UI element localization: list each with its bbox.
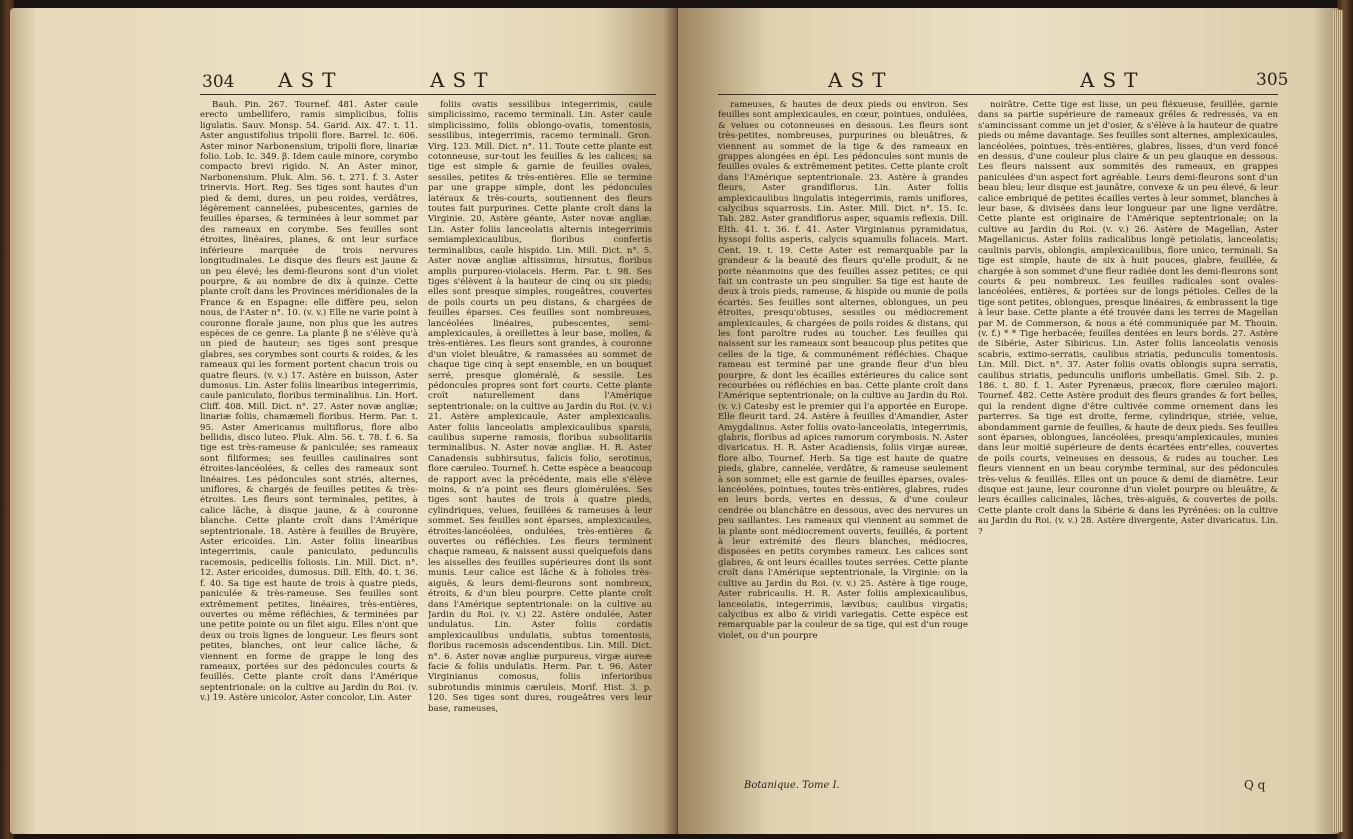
left-column-1-text: Bauh. Pin. 267. Tournef. 481. Aster caule erecto umbellifero, ramis simplicibus, foliis ligulatis. Sauv. Monsp. 54. Garid. Aix. 47. t. 11. Aster angustifolius tripolii flore. Barrel. Ic. 606. Aster minor Narbonensium, tripolii flore, linariæ folio. Lob. Ic. 349. β. Idem caule minore, corymbo compacto brevi rigido. N. An Aster minor, Narbonensium. Pluk. Alm. 56. t. 271. f. 3. Aster trinervis. Hort. Reg. Ses tiges sont hautes d'un pied & demi, dures, un peu roides, verdâtres, légèrement cannelées, pubescentes, garnies de feuilles éparses, & terminées à leur sommet par des rameaux en corymbe. Ses feuilles sont étroites, linéaires, planes, & ont leur surface inférieure marquée de trois nervures longitudinales. Le disque des fleurs est jaune & un peu élevé; les demi-fleurons sont d'un violet pourpre, & au nombre de dix à quinze. Cette plante croît dans les Provinces méridionales de la France & en Espagne: elle diffère peu, selon nous, de l'Aster n°. 10. (v. v.) Elle ne varie point à couronne florale jaune, non plus que les autres espèces de ce genre. La plante β ne s'élève qu'à un pied de hauteur; ses tiges sont presque glabres, ses corymbes sont courts & roides, & les rameaux qui les forment portent chacun trois ou quatre fleurs. (v. v.) 17. Astère en buisson, Aster dumosus. Lin. Aster foliis linearibus integerrimis, caule paniculato, floribus terminalibus. Lin. Hort. Cliff. 408. Mill. Dict. n°. 27. Aster novæ angliæ; linariæ foliis, chamæmeli floribus. Herm. Par. t. 95. Aster Americanus multiflorus, flore albo bellidis, disco luteo. Pluk. Alm. 56. t. 78. f. 6. Sa tige est très-rameuse & paniculée; ses rameaux sont filiformes; ses feuilles caulinaires sont étroites-lancéolées, & celles des rameaux sont linéaires. Les pédoncules sont striés, alternes, uniflores, & chargés de feuilles petites & très-étroites. Les fleurs sont terminales, petites, à calice lâche, à disque jaune, & à couronne blanche. Cette plante croît dans l'Amérique septentrionale. 18. Astère à feuilles de Bruyère, Aster ericoides. Lin. Aster foliis linearibus integerrimis, caule paniculato, pedunculis racemosis, pedicellis foliosis. Lin. Mill. Dict. n°. 12. Aster ericoides, dumosus. Dill. Elth. 40. t. 36. f. 40. Sa tige est haute de trois à quatre pieds, paniculée & très-rameuse. Ses feuilles sont extrêmement petites, linéaires, très-entières, ouvertes ou même réfléchies, & terminées par une petite pointe ou un filet aigu. Elles n'ont que deux ou trois lignes de longueur. Les fleurs sont petites, blanches, ont leur calice lâche, & viennent en forme de grappe le long des rameaux, portées sur des pédoncules courts & feuillés. Cette plante croît dans l'Amérique septentrionale: on la cultive au Jardin du Roi. (v. v.) 19. Astère unicolor, Aster concolor, Lin. Aster xyxy=(200,100,418,704)
left-head-rule xyxy=(200,94,656,95)
page-edges xyxy=(1333,10,1343,832)
right-column-2 xyxy=(978,100,1278,790)
right-column-2-text: noirâtre. Cette tige est lisse, un peu fléxueuse, feuillée, garnie dans sa partie supérieure de rameaux grêles & redressés, va en s'amincissant comme un jet d'osier, & s'élève à la hauteur de quatre pieds ou même davantage. Ses feuilles sont alternes, amplexicaules, lancéolées, pointues, très-entières, glabres, lisses, d'un verd foncé en dessus, d'une couleur plus claire & un peu glauque en dessous. Les fleurs naissent aux sommités des rameaux, en grappes paniculées d'un aspect fort agréable. Leurs demi-fleurons sont d'un beau bleu; leur disque est jaunâtre, convexe & un peu élevé, & leur calice embriqué de petites écailles vertes à leur sommet, blanches à leur base, & divisées dans leur longueur par une ligne verdâtre. Cette plante est originaire de l'Amérique septentrionale; on la cultive au Jardin du Roi. (v. v.) 26. Astère de Magellan, Aster Magellanicus. Aster foliis radicalibus longè petiolatis, lanceolatis; caulinis parvis, oblongis, amplexicaulibus, flore unico, terminali. Sa tige est simple, haute de six à huit pouces, glabre, feuillée, & chargée à son sommet d'une fleur radiée dont les demi-fleurons sont courts & peu nombreux. Les feuilles radicales sont ovales-lancéolées, entières, & portées sur de longs pétioles. Celles de la tige sont petites, oblongues, presque linéaires, & embrassent la tige à leur base. Cette plante a été trouvée dans les terres de Magellan par M. de Commerson, & nous a été communiquée par M. Thouin. (v. f.) * * Tige herbacée; feuilles dentées en leurs bords. 27. Astère de Sibérie, Aster Sibiricus. Lin. Aster foliis lanceolatis venosis scabris, extimo-serratis, caulibus striatis, pedunculis tomentosis. Lin. Mill. Dict. n°. 37. Aster foliis ovatis oblongis supra serratis, caulibus striatis, pedunculis unifloris umbellatis. Gmel. Sib. 2. p. 186. t. 80. f. 1. Aster Pyrenæus, præcox, flore cæruleo majori. Tournef. 482. Cette Astère produit des fleurs grandes & fort belles, qui la rendent digne d'être cultivée comme ornement dans les parterres. Sa tige est droite, ferme, cylindrique, striée, velue, abondamment garnie de feuilles, & haute de deux pieds. Ses feuilles sont éparses, oblongues, lancéolées, presqu'amplexicaules, munies dans leur moitié supérieure de dents écartées entr'elles, couvertes de poils courts, veineuses en dessous, & rudes au toucher. Les fleurs viennent en un beau corymbe terminal, sur des pédoncules très-velus & feuillés. Elles ont un pouce & demi de diamètre. Leur disque est jaune, leur couronne d'un violet pourpre ou bleuâtre, & leurs écailles calicinales, lâches, très-aiguës, & couvertes de poils. Cette plante croît dans la Sibérie & dans les Pyrénées: on la cultive au Jardin du Roi. (v. v.) 28. Astère divergente, Aster divaricatus. Lin. ? xyxy=(978,100,1278,537)
right-signature-mark: Q q xyxy=(1244,778,1266,792)
right-folio: 305 xyxy=(1256,70,1289,90)
left-running-head: AST xyxy=(278,68,344,92)
right-running-head: AST xyxy=(828,68,894,92)
left-column-1 xyxy=(200,100,418,820)
right-column-1-text: rameuses, & hautes de deux pieds ou environ. Ses feuilles sont amplexicaules, en cœur, pointues, ondulées, & velues ou cotonneuses en dessous. Les fleurs sont très-petites, nombreuses, purpurines ou bleuâtres, & viennent au sommet de la tige & des rameaux en grappes alongées en épi. Les pédoncules sont munis de feuilles ovales & extrêmement petites. Cette plante croît dans l'Amérique septentrionale. 23. Astère à grandes fleurs, Aster grandiflorus. Lin. Aster foliis amplexicaulibus lingulatis integerrimis, ramis uniflores, calycibus squarrosis. Lin. Aster. Mill. Dict. n°. 15. Ic. Tab. 282. Aster grandiflorus asper, squamis reflexis. Dill. Elth. 41. t. 36. f. 41. Aster Virginianus pyramidatus, hyssopi foliis asperis, calycis squamulis foliaceis. Mart. Cent. 19. t. 19. Cette Aster est remarquable par la grandeur & la beauté des fleurs qu'elle produit, & ne porte néanmoins que des feuilles assez petites; ce qui fait un contraste un peu singulier. Sa tige est haute de deux à trois pieds, rameuse, & hispide ou munie de poils écartés. Ses feuilles sont alternes, oblongues, un peu étroites, presqu'obtuses, sessiles ou médiocrement amplexicaules, & chargées de poils roides & distans, qui les font paroître rudes au toucher. Les feuilles qui naissent sur les rameaux sont beaucoup plus petites que celles de la tige, & communément réfléchies. Chaque rameau est terminé par une grande fleur d'un bleu pourpre, & dont les écailles extérieures du calice sont recourbées ou réfléchies en bas. Cette plante croît dans l'Amérique septentrionale; on la cultive au Jardin du Roi. (v. v.) Catesby est le premier qui l'a apportée en Europe. Elle fleurit tard. 24. Astère à feuilles d'Amandier, Aster Amygdalinus. Aster foliis ovato-lanceolatis, integerrimis, glabris, floribus ad apices ramorum corymbosis. N. Aster divaricatus. H. R. Aster Acadiensis, foliis virgæ aureæ, flore albo. Tournef. Herb. Sa tige est haute de quatre pieds, glabre, cannelée, verdâtre, & rameuse seulement à son sommet; elle est garnie de feuilles éparses, ovales-lancéolées, pointues, toutes très-entières, glabres, rudes en leurs bords, vertes en dessus, & d'une couleur cendrée ou blanchâtre en dessous, avec des nervures un peu saillantes. Les rameaux qui viennent au sommet de la plante sont médiocrement ouverts, feuillés, & portent à leur extrémité des fleurs blanches, médiocres, disposées en petits corymbes rameux. Les calices sont glabres, & ont leurs écailles toutes serrées. Cette plante croît dans l'Amérique septentrionale, la Virginie: on la cultive au Jardin du Roi. (v. v.) 25. Astère à tige rouge, Aster rubricaulis. H. R. Aster foliis amplexicaulibus, lanceolatis, integerrimis, lævibus; caulibus virgatis; calycibus ex albo & viridi variegatis. Cette espèce est remarquable par la couleur de sa tige, qui est d'un rouge violet, ou d'un pourpre xyxy=(718,100,968,641)
right-running-head-2: AST xyxy=(1080,68,1146,92)
right-footer: Botanique. Tome I. xyxy=(744,780,840,791)
right-head-rule xyxy=(718,94,1278,95)
left-folio: 304 xyxy=(202,72,235,92)
right-page xyxy=(678,8,1340,834)
left-column-2-text: foliis ovatis sessilibus integerrimis, caule simplicissimo, racemo terminali. Lin. Aster caule simplicissimo, foliis oblongo-ovatis, tomentosis, sessilibus, integerrimis, racemo terminali. Gron. Virg. 123. Mill. Dict. n°. 11. Toute cette plante est cotonneuse, sur-tout les feuilles & les calices; sa tige est simple & garnie de feuilles ovales, sessiles, petites & très-entières. Elle se termine par une grappe simple, dont les pédoncules latéraux & très-courts, soutiennent des fleurs toutes fait purpurines. Cette plante croît dans la Virginie. 20. Astère géante, Aster novæ angliæ. Lin. Aster foliis lanceolatis alternis integerrimis semiamplexicaulibus, floribus confertis terminalibus, caule hispido. Lin. Mill. Dict. n°. 5. Aster novæ angliæ altissimus, hirsutus, floribus amplis purpureo-violaceis. Herm. Par. t. 98. Ses tiges s'élèvent à la hauteur de cinq ou six pieds; elles sont presque simples, rougeâtres, couvertes de poils courts un peu distans, & chargées de feuilles éparses. Ces feuilles sont nombreuses, lancéolées linéaires, pubescentes, semi-amplexicaules, à oreillettes à leur base, molles, & très-entières. Les fleurs sont grandes, à couronne d'un violet bleuâtre, & ramassées au sommet de chaque tige cinq à sept ensemble, en un bouquet serré, presque gloméralé, & sessile. Les pédoncules propres sont fort courts. Cette plante croît naturellement dans l'Amérique septentrionale: on la cultive au Jardin du Roi. (v. v.) 21. Astère amplexicaule, Aster amplexicaulis. Aster foliis lanceolatis amplexicaulibus sparsis, caulibus superne ramosis, floribus subsolitariis terminalibus. N. Aster novæ angliæ. H. R. Aster Canadensis subhirsutus, falicis folio, serotinus, flore cæruleo. Tournef. h. Cette espèce a beaucoup de rapport avec la précédente, mais elle s'élève moins, & n'a point ses fleurs glomérulées. Ses tiges sont hautes de trois à quatre pieds, cylindriques, velues, feuillées & rameuses à leur sommet. Ses feuilles sont éparses, amplexicaules, étroites-lancéolées, ondulées, très-entières & ouvertes ou réfléchies. Les fleurs terminent chaque rameau, & naissent aussi quelquefois dans les aisselles des feuilles supérieures dont ils sont munis. Leur calice est lâche & à folioles très-aiguës, & leurs demi-fleurons sont nombreux, étroits, & d'un bleu pourpre. Cette plante croît dans l'Amérique septentrionale: on la cultive au Jardin du Roi. (v. v.) 22. Astère ondulée, Aster undulatus. Lin. Aster foliis cordatis amplexicaulibus undulatis, subtus tomentosis, floribus racemosis adscendentibus. Lin. Mill. Dict. n°. 6. Aster novæ angliæ purpureus, virgæ aureæ facie & foliis undulatis. Herm. Par. t. 96. Aster Virginianus comosus, foliis inferioribus subrotundis minimis cæruleis. Morif. Hist. 3. p. 120. Ses tiges sont dures, rougeâtres vers leur base, rameuses, xyxy=(428,100,652,714)
left-page xyxy=(10,8,678,834)
left-running-head-2: AST xyxy=(430,68,496,92)
left-column-2 xyxy=(428,100,652,800)
right-column-1 xyxy=(718,100,968,790)
